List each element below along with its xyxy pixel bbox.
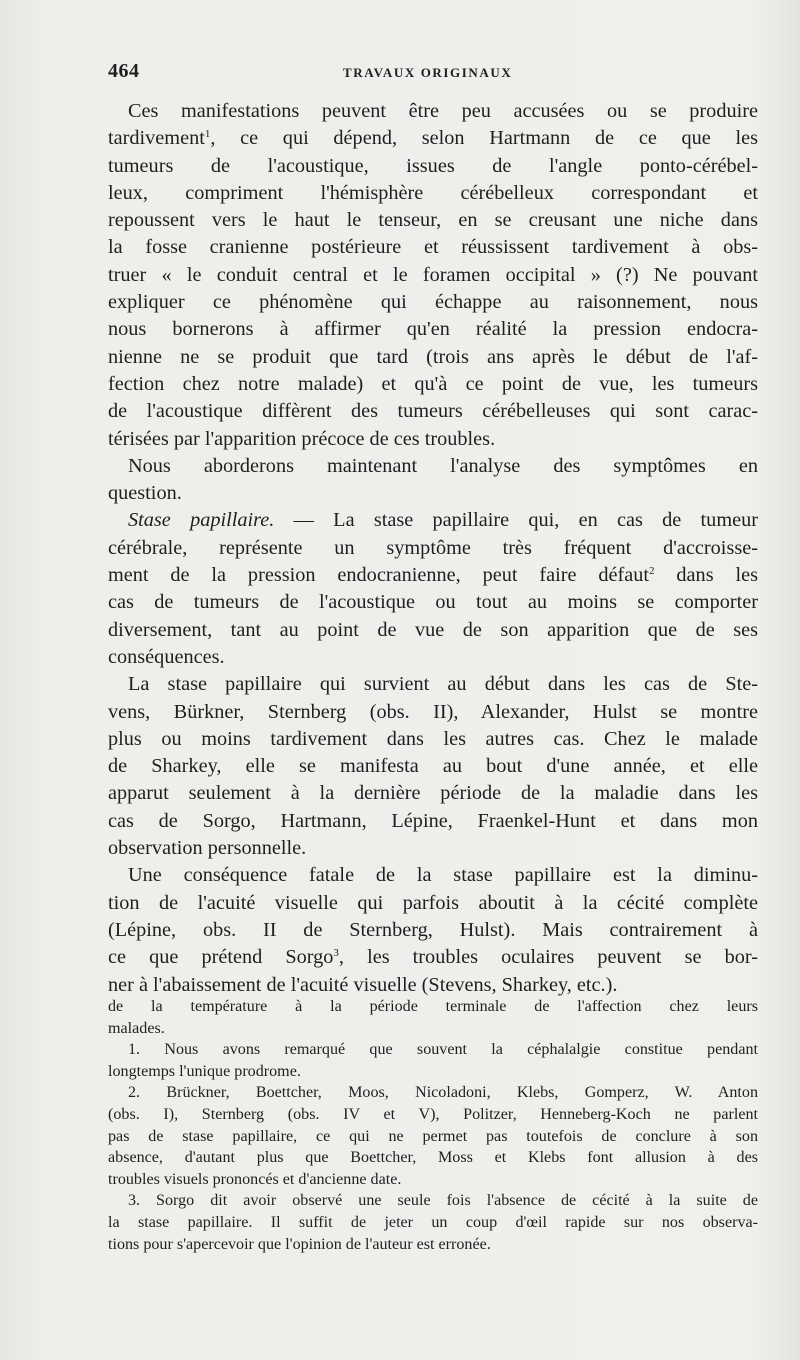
text-line: nous bornerons à affirmer qu'en réalité la pression endocra- bbox=[108, 318, 758, 341]
text-line: tumeurs de l'acoustique, issues de l'angle ponto-cérébel- bbox=[108, 154, 758, 177]
text-fragment: dans les bbox=[654, 564, 758, 587]
text-line: nienne ne se produit que tard (trois ans après le début de l'af- bbox=[108, 345, 758, 368]
text-line: térisées par l'apparition précoce de ces troubles. bbox=[108, 427, 496, 450]
text-line bbox=[108, 507, 758, 534]
text-line: ner à l'abaissement de l'acuité visuelle (Stevens, Sharkey, etc.). bbox=[108, 973, 618, 996]
footnote-ref: 2 bbox=[649, 565, 655, 578]
footnote-ref: 1 bbox=[204, 128, 211, 141]
footnote-ref: 3 bbox=[333, 947, 339, 960]
page-number: 464 bbox=[108, 60, 140, 82]
text-line: vens, Bürkner, Sternberg (obs. II), Alexander, Hulst se montre bbox=[108, 700, 758, 723]
text-line: conséquences. bbox=[108, 645, 225, 668]
footnote-line: la stase papillaire. Il suffit de jeter un coup d'œil rapide sur nos observa- bbox=[108, 1213, 758, 1231]
footnote-line: 2. Brückner, Boettcher, Moos, Nicoladoni, Klebs, Gomperz, W. Anton bbox=[128, 1084, 758, 1102]
text-line: Ces manifestations peuvent être peu accusées ou se produire bbox=[128, 100, 758, 122]
footnote-line: longtemps l'unique prodrome. bbox=[108, 1062, 301, 1080]
footnote-line: tions pour s'apercevoir que l'opinion de l'auteur est erronée. bbox=[108, 1235, 491, 1253]
text-line: apparut seulement à la dernière période de la maladie dans les bbox=[108, 782, 758, 805]
text-line: (Lépine, obs. II de Sternberg, Hulst). Mais contrairement à bbox=[108, 918, 758, 941]
footnote-line: 3. Sorgo dit avoir observé une seule fois l'absence de cécité à la suite de bbox=[128, 1192, 758, 1210]
footnote-line: troubles visuels prononcés et d'ancienne date. bbox=[108, 1170, 402, 1188]
text-line: question. bbox=[108, 482, 182, 505]
text-fragment: tardivement bbox=[108, 127, 205, 150]
text-line: de Sharkey, elle se manifesta au bout d'une année, et elle bbox=[108, 755, 758, 778]
text-line: fection chez notre malade) et qu'à ce point de vue, les tumeurs bbox=[108, 372, 758, 395]
text-line bbox=[108, 562, 758, 589]
text-line: plus ou moins tardivement dans les autres cas. Chez le malade bbox=[108, 727, 758, 750]
text-line bbox=[108, 125, 758, 152]
footnote-line: malades. bbox=[108, 1019, 165, 1037]
text-fragment: , les troubles oculaires peuvent se bor- bbox=[338, 946, 758, 969]
footnote-line: pas de stase papillaire, ce qui ne permet pas toutefois de conclure à son bbox=[108, 1127, 758, 1145]
text-line: repoussent vers le haut le tenseur, en se creusant une niche dans bbox=[108, 209, 758, 232]
text-line: observation personnelle. bbox=[108, 837, 307, 860]
text-line: expliquer ce phénomène qui échappe au raisonnement, nous bbox=[108, 291, 758, 314]
text-line: Une conséquence fatale de la stase papillaire est la diminu- bbox=[128, 864, 758, 887]
text-line: truer « le conduit central et le foramen occipital » (?) Ne pouvant bbox=[108, 263, 758, 286]
text-line bbox=[108, 944, 758, 971]
text-fragment: ment de la pression endocranienne, peut faire défaut bbox=[108, 564, 650, 587]
text-line: de l'acoustique diffèrent des tumeurs cérébelleuses qui sont carac- bbox=[108, 400, 758, 423]
footnotes bbox=[108, 996, 758, 1255]
text-fragment: ce que prétend Sorgo bbox=[108, 946, 334, 969]
page-header bbox=[108, 60, 758, 86]
main-text bbox=[108, 98, 758, 999]
text-line: cérébrale, représente un symptôme très fréquent d'accroisse- bbox=[108, 536, 758, 559]
footnote-line: 1. Nous avons remarqué que souvent la céphalalgie constitue pendant bbox=[128, 1041, 758, 1059]
footnote-line: de la température à la période terminale de l'affection chez leurs bbox=[108, 998, 758, 1015]
running-title: TRAVAUX ORIGINAUX bbox=[343, 65, 513, 80]
section-heading: Stase papillaire. bbox=[128, 509, 275, 532]
text-line: leux, compriment l'hémisphère cérébelleux correspondant et bbox=[108, 181, 758, 204]
text-fragment: , ce qui dépend, selon Hartmann de ce que les bbox=[210, 127, 758, 150]
text-line: tion de l'acuité visuelle qui parfois aboutit à la cécité complète bbox=[108, 891, 758, 914]
footnote-line: (obs. I), Sternberg (obs. IV et V), Politzer, Henneberg-Koch ne parlent bbox=[108, 1105, 758, 1123]
text-fragment: — La stase papillaire qui, en cas de tumeur bbox=[274, 509, 758, 532]
footnote-line: absence, d'autant plus que Boettcher, Moss et Klebs font allusion à des bbox=[108, 1149, 758, 1167]
text-line: Nous aborderons maintenant l'analyse des symptômes en bbox=[128, 454, 758, 477]
text-line: la fosse cranienne postérieure et réussissent tardivement à obs- bbox=[108, 236, 758, 259]
text-line: diversement, tant au point de vue de son apparition que de ses bbox=[108, 618, 758, 641]
text-line: cas de Sorgo, Hartmann, Lépine, Fraenkel-Hunt et dans mon bbox=[108, 809, 758, 832]
text-line: La stase papillaire qui survient au début dans les cas de Ste- bbox=[128, 673, 758, 696]
text-line: cas de tumeurs de l'acoustique ou tout au moins se comporter bbox=[108, 591, 758, 614]
